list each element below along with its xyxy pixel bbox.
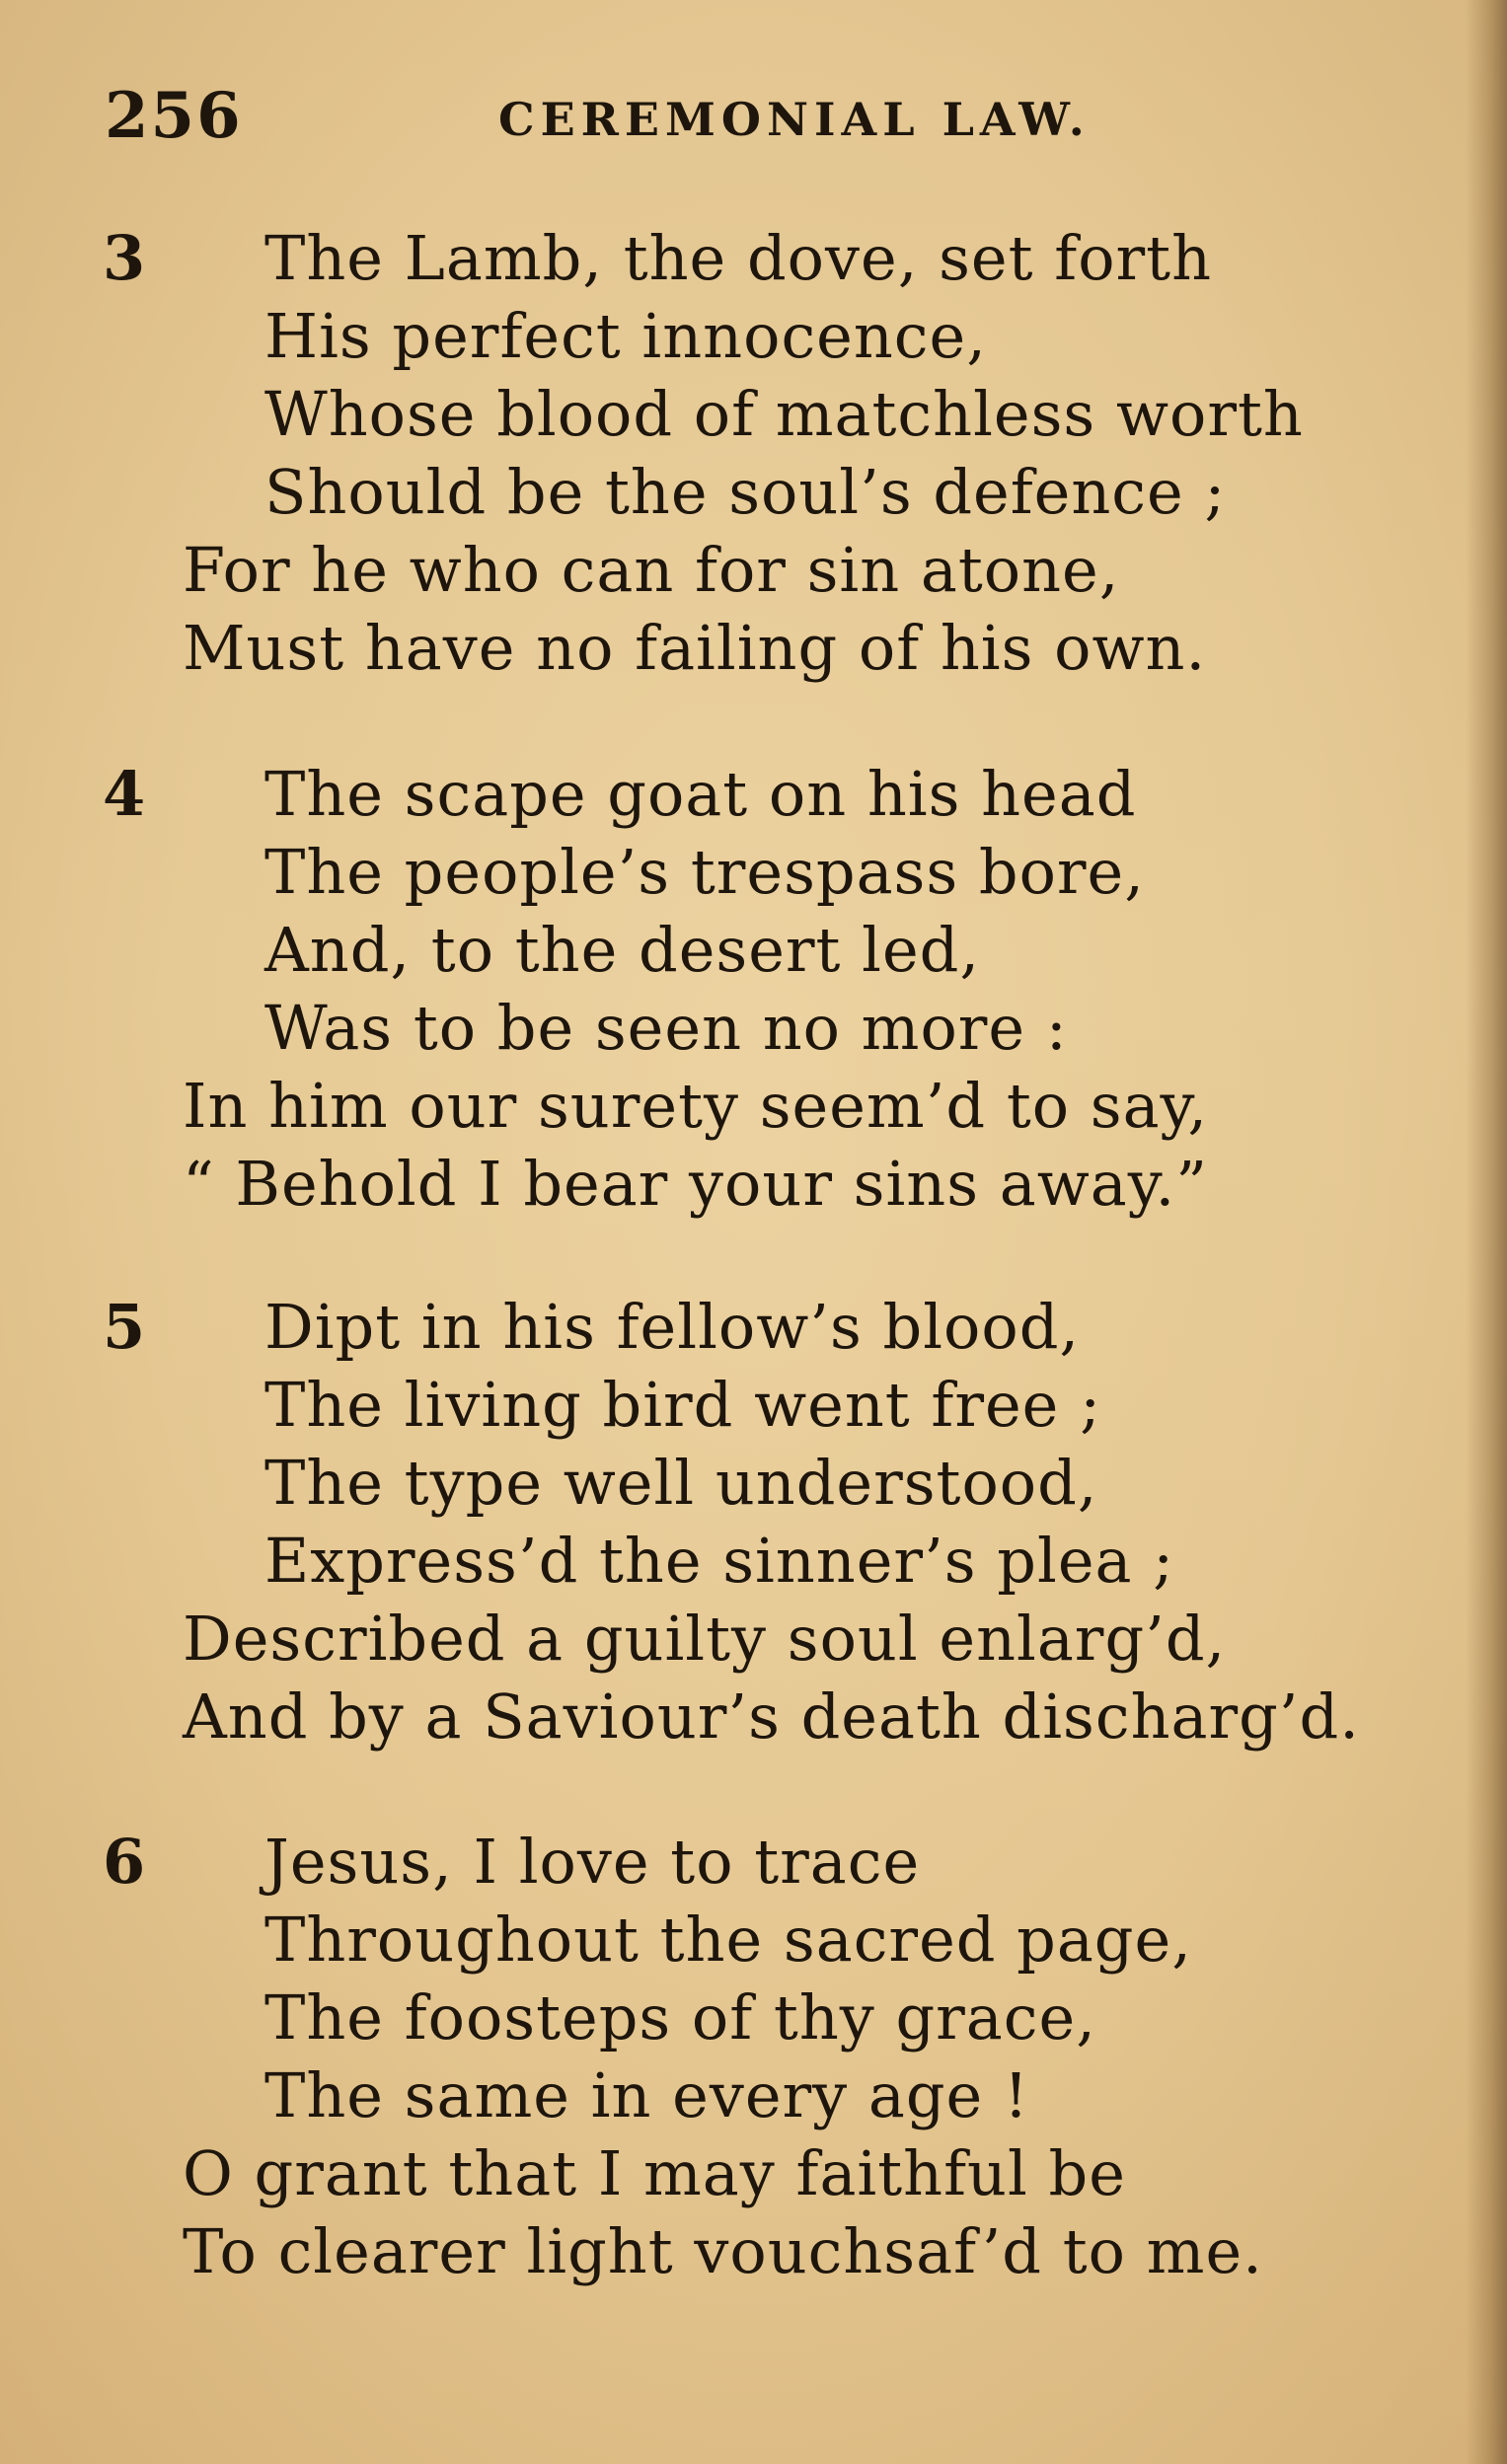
verse-line: The Lamb, the dove, set forth	[264, 222, 1212, 294]
verse-line: In him our surety seem’d to say,	[183, 1070, 1209, 1142]
verse-line: His perfect innocence,	[264, 300, 987, 372]
verse-line: Throughout the sacred page,	[264, 1904, 1192, 1976]
verse-line: Express’d the sinner’s plea ;	[264, 1525, 1175, 1597]
page-title: CEREMONIAL LAW.	[498, 93, 1091, 146]
page-edge-shadow	[1466, 0, 1507, 2464]
running-head	[0, 79, 1507, 158]
verse-line: The foosteps of thy grace,	[264, 1981, 1096, 2053]
verse-line: Jesus, I love to trace	[264, 1826, 921, 1898]
verse-line: The scape goat on his head	[264, 758, 1137, 830]
verse-line: Should be the soul’s defence ;	[264, 456, 1227, 528]
verse-line: The type well understood,	[264, 1447, 1098, 1519]
stanza-number: 3	[103, 222, 146, 294]
stanza-number: 6	[103, 1826, 146, 1898]
verse-line: Dipt in his fellow’s blood,	[264, 1291, 1081, 1363]
verse-line: Described a guilty soul enlarg’d,	[183, 1603, 1227, 1675]
verse-line: The living bird went free ;	[264, 1369, 1101, 1441]
verse-line: The people’s trespass bore,	[264, 836, 1145, 908]
stanza-number: 5	[103, 1291, 146, 1363]
page-number: 256	[105, 79, 243, 153]
verse-line: And by a Saviour’s death discharg’d.	[183, 1680, 1360, 1753]
verse-line: O grant that I may faithful be	[183, 2137, 1126, 2209]
verse-line: The same in every age !	[264, 2059, 1029, 2131]
verse-line: Whose blood of matchless worth	[264, 378, 1304, 450]
verse-line: Must have no failing of his own.	[183, 612, 1207, 684]
verse-line: “ Behold I bear your sins away.”	[183, 1148, 1208, 1220]
verse-line: And, to the desert led,	[264, 914, 981, 986]
verse-line: To clearer light vouchsaf’d to me.	[183, 2215, 1263, 2287]
verse-line: For he who can for sin atone,	[183, 534, 1120, 606]
stanza-number: 4	[103, 758, 146, 830]
verse-line: Was to be seen no more :	[264, 992, 1068, 1064]
